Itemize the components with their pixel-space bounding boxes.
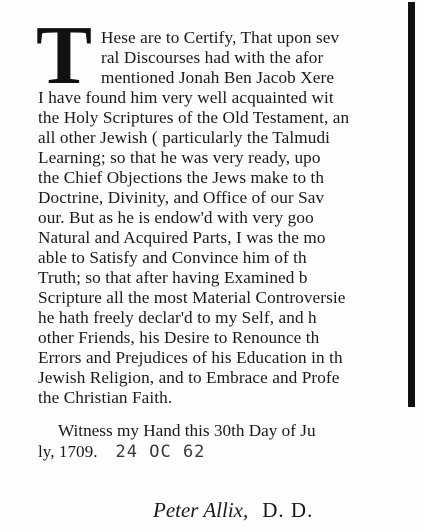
text-line: Jewish Religion, and to Embrace and Profe (38, 368, 340, 387)
text-line: our. But as he is endow'd with very goo (38, 208, 314, 227)
text-line: Scripture all the most Material Controversie (38, 288, 346, 307)
text-line: Learning; so that he was very ready, upo (38, 148, 321, 167)
drop-cap-letter: T (36, 24, 93, 90)
text-line: he hath freely declar'd to my Self, and h (38, 308, 317, 327)
text-line: Hese are to Certify, That upon sev (101, 28, 340, 47)
text-line: Truth; so that after having Examined b (38, 268, 308, 287)
text-line: able to Satisfy and Convince him of th (38, 248, 307, 267)
signature (153, 497, 313, 523)
signature-degree: D. D. (262, 498, 314, 522)
text-line: the Christian Faith. (38, 388, 173, 406)
witness-line: Witness my Hand this 30th Day of Ju (58, 421, 316, 440)
text-line: the Holy Scriptures of the Old Testament, an (38, 108, 350, 127)
date-line (38, 441, 205, 463)
library-date-stamp: 24 OC 62 (115, 442, 206, 462)
text-line: mentioned Jonah Ben Jacob Xere (101, 68, 335, 87)
page-edge-border (408, 2, 415, 407)
text-line: the Chief Objections the Jews make to th (38, 168, 325, 187)
text-line: Doctrine, Divinity, and Office of our Sav (38, 188, 325, 207)
text-line: Natural and Acquired Parts, I was the mo (38, 228, 326, 247)
text-line: Errors and Prejudices of his Education in th (38, 348, 343, 367)
date-text: ly, 1709. (38, 442, 98, 461)
text-line: other Friends, his Desire to Renounce th (38, 328, 320, 347)
text-line: all other Jewish ( particularly the Talmudi (38, 128, 331, 147)
signature-name: Peter Allix, (153, 498, 249, 522)
text-line: ral Discourses had with the afor (101, 48, 324, 67)
text-line: I have found him very well acquainted wit (38, 88, 334, 107)
